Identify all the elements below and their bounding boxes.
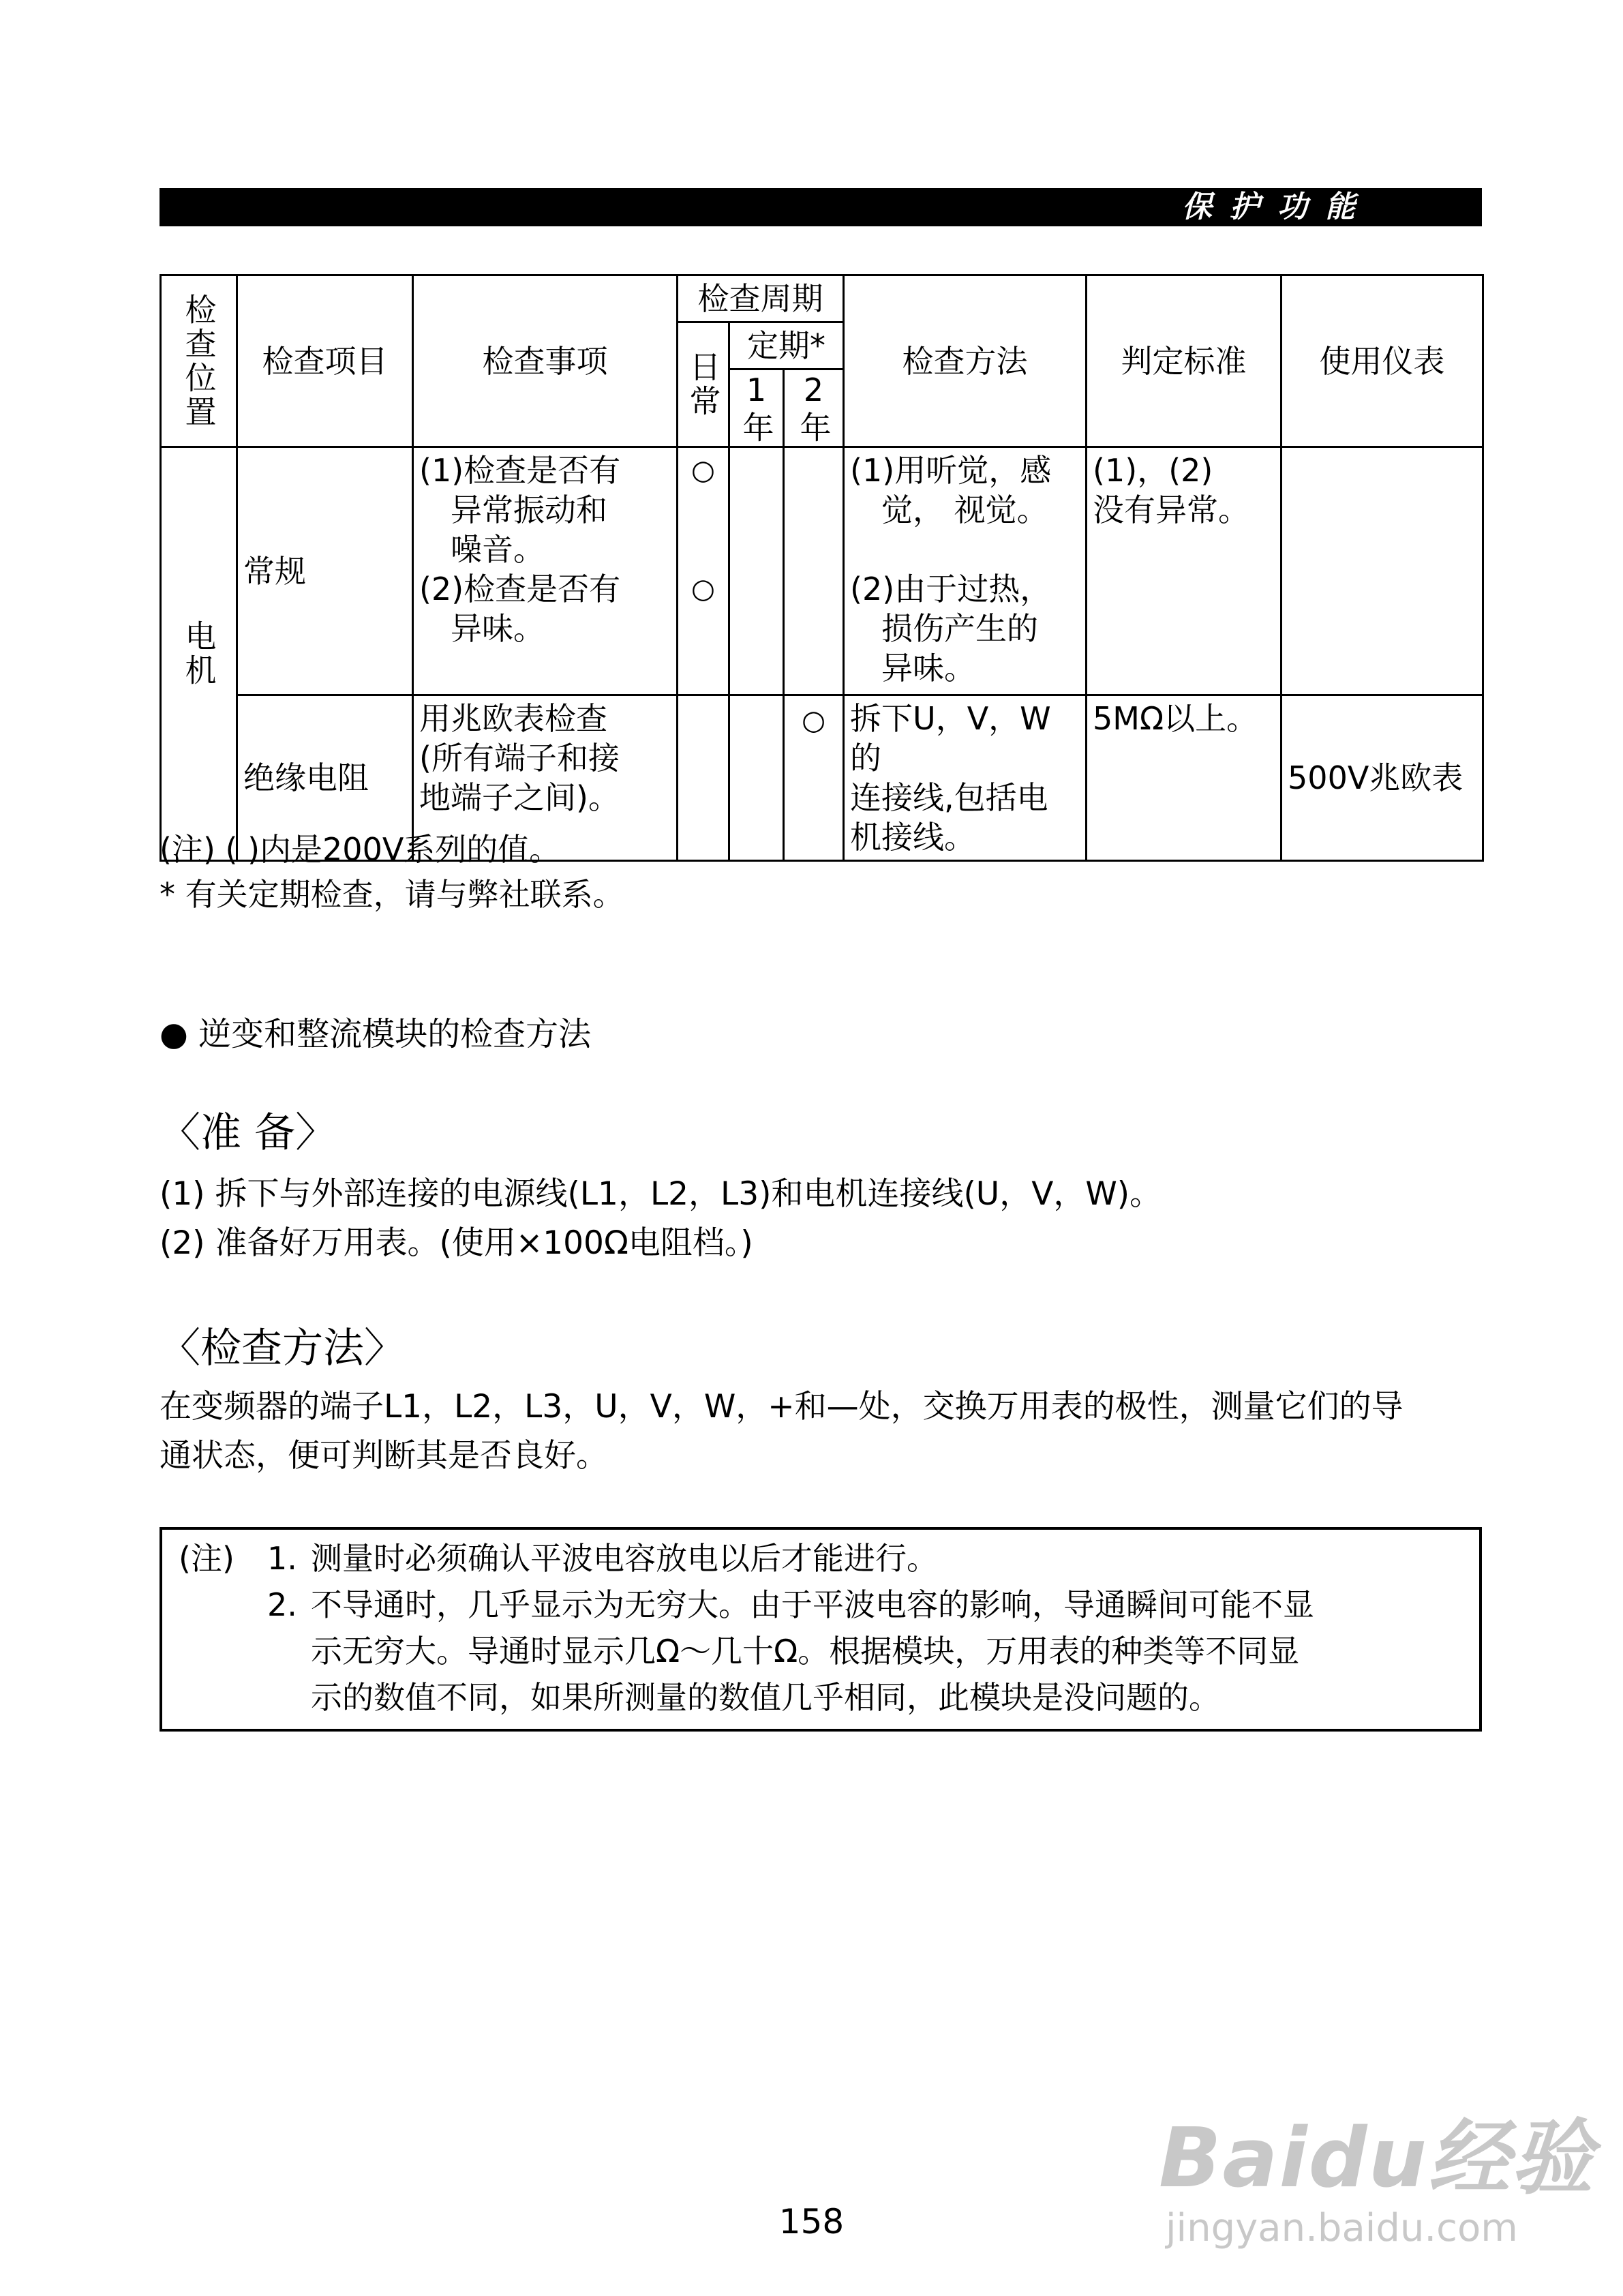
col-header-1year: 1年 [729,369,784,447]
criteria-general: (1)，(2) 没有异常。 [1087,447,1281,695]
page-number: 158 [778,2202,845,2241]
matter-general: (1)检查是否有 异常振动和 噪音。 (2)检查是否有 异味。 [413,447,678,695]
prep-step-2: (2) 准备好万用表。(使用×100Ω电阻档。) [160,1224,753,1262]
item-insulation: 绝缘电阻 [237,695,413,861]
instrument-insulation: 500V兆欧表 [1281,695,1483,861]
instrument-general [1281,447,1483,695]
baidu-logo: Baidu经验 [1159,2111,1594,2206]
caution-note-1: (注) 1. 测量时必须确认平波电容放电以后才能进行。 [179,1540,938,1577]
col-header-method: 检查方法 [844,275,1087,447]
col-header-periodic: 定期* [729,322,844,369]
col-header-criteria: 判定标准 [1087,275,1281,447]
col-header-instrument: 使用仪表 [1281,275,1483,447]
inspection-table [160,274,1484,862]
col-header-location: 检查位置 [161,275,237,447]
prep-heading: 〈准 备〉 [160,1109,337,1157]
watermark-url: jingyan.baidu.com [1166,2206,1518,2250]
y1-general [729,447,784,695]
col-header-item: 检查项目 [237,275,413,447]
section-bullet-title: ● 逆变和整流模块的检查方法 [160,1015,592,1053]
y2-insulation: ○ [784,695,844,861]
section-title: 保护功能 [1182,190,1373,224]
col-header-2year: 2年 [784,369,844,447]
matter-insulation: 用兆欧表检查 (所有端子和接 地端子之间)。 [413,695,678,861]
header-bar [160,188,1482,226]
method-heading: 〈检查方法〉 [160,1325,405,1372]
caution-note-box [160,1527,1482,1732]
item-general: 常规 [237,447,413,695]
table-note-1: (注) ( )内是200V系列的值。 [160,831,561,868]
y1-insulation [729,695,784,861]
col-header-daily: 日常 [678,322,729,447]
col-header-cycle: 检查周期 [678,275,844,322]
daily-insulation [678,695,729,861]
table-note-2: * 有关定期检查，请与弊社联系。 [160,876,624,913]
y2-general [784,447,844,695]
criteria-insulation: 5MΩ以上。 [1087,695,1281,861]
col-header-matter: 检查事项 [413,275,678,447]
daily-marks: ○ ○ [678,447,729,695]
caution-note-2: 2. 不导通时，几乎显示为无穷大。由于平波电容的影响，导通瞬间可能不显 示无穷大。导通时显示几Ω～几十Ω。根据模块，万用表的种类等不同显 示的数值不同，如果所测量的数值几乎相同，此模块是没问题的。 [267,1586,1314,1716]
method-insulation: 拆下U，V，W的 连接线,包括电 机接线。 [844,695,1087,861]
location-motor: 电机 [161,447,237,861]
method-paragraph: 在变频器的端子L1，L2，L3，U，V，W，+和—处，交换万用表的极性，测量它们的导 通状态，便可判断其是否良好。 [160,1388,1404,1475]
prep-step-1: (1) 拆下与外部连接的电源线(L1，L2，L3)和电机连接线(U，V，W)。 [160,1175,1162,1213]
method-general: (1)用听觉，感 觉， 视觉。 (2)由于过热， 损伤产生的 异味。 [844,447,1087,695]
